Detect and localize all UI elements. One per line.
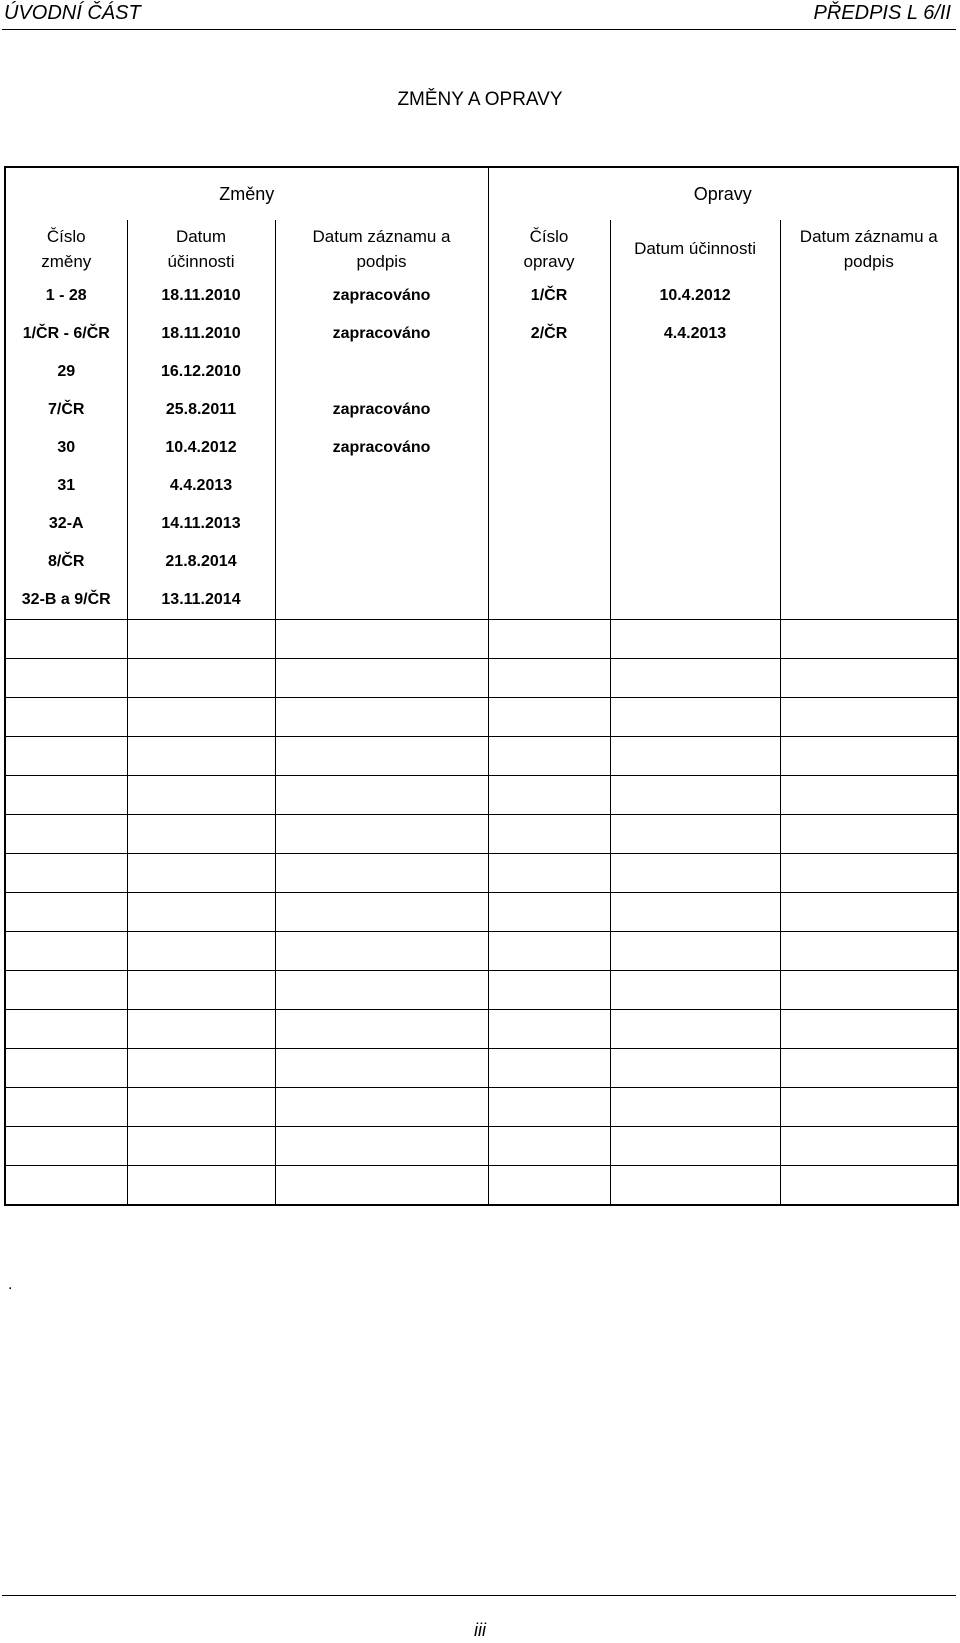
table-cell: 25.8.2011 <box>127 391 275 429</box>
column-header-change-record-date: Datum záznamu a podpis <box>275 220 488 277</box>
empty-table-cell <box>5 893 127 932</box>
table-cell: zapracováno <box>275 429 488 467</box>
table-cell: 2/ČR <box>488 315 610 353</box>
empty-table-cell <box>610 932 780 971</box>
table-cell <box>275 543 488 581</box>
empty-table-cell <box>275 971 488 1010</box>
table-cell <box>488 581 610 620</box>
table-cell <box>275 353 488 391</box>
table-cell: 4.4.2013 <box>610 315 780 353</box>
empty-table-cell <box>5 971 127 1010</box>
empty-table-row <box>5 854 958 893</box>
table-cell <box>780 277 958 315</box>
empty-table-cell <box>275 776 488 815</box>
table-cell <box>488 429 610 467</box>
table-cell: 14.11.2013 <box>127 505 275 543</box>
empty-table-cell <box>488 1166 610 1206</box>
page-number: iii <box>474 1620 486 1640</box>
empty-table-cell <box>488 698 610 737</box>
empty-table-row <box>5 893 958 932</box>
table-cell: 4.4.2013 <box>127 467 275 505</box>
empty-table-cell <box>488 932 610 971</box>
table-cell: zapracováno <box>275 315 488 353</box>
table-cell: 21.8.2014 <box>127 543 275 581</box>
empty-table-cell <box>780 698 958 737</box>
empty-table-cell <box>780 971 958 1010</box>
empty-table-cell <box>127 659 275 698</box>
empty-table-cell <box>488 659 610 698</box>
empty-table-row <box>5 1166 958 1206</box>
empty-table-cell <box>488 1088 610 1127</box>
empty-table-cell <box>275 815 488 854</box>
empty-table-cell <box>127 932 275 971</box>
column-header-correction-number: Číslo opravy <box>488 220 610 277</box>
empty-table-cell <box>127 1049 275 1088</box>
empty-table-cell <box>780 1010 958 1049</box>
empty-table-cell <box>610 1088 780 1127</box>
table-cell <box>488 505 610 543</box>
empty-table-cell <box>610 776 780 815</box>
empty-table-cell <box>780 1049 958 1088</box>
table-cell <box>780 353 958 391</box>
empty-table-cell <box>610 854 780 893</box>
table-cell: 32-B a 9/ČR <box>5 581 127 620</box>
empty-table-cell <box>5 737 127 776</box>
empty-table-cell <box>5 620 127 659</box>
empty-table-cell <box>275 1049 488 1088</box>
table-cell: 13.11.2014 <box>127 581 275 620</box>
group-header-changes: Změny <box>5 167 488 220</box>
empty-table-cell <box>275 620 488 659</box>
table-cell: 32-A <box>5 505 127 543</box>
table-row <box>5 581 958 620</box>
empty-table-cell <box>127 698 275 737</box>
column-header-correction-effective-date: Datum účinnosti <box>610 220 780 277</box>
table-cell: 29 <box>5 353 127 391</box>
table-cell: 18.11.2010 <box>127 315 275 353</box>
empty-table-cell <box>610 659 780 698</box>
table-cell: 7/ČR <box>5 391 127 429</box>
table-cell <box>780 315 958 353</box>
empty-table-cell <box>488 893 610 932</box>
table-cell: 1/ČR - 6/ČR <box>5 315 127 353</box>
empty-table-row <box>5 1088 958 1127</box>
table-cell: 8/ČR <box>5 543 127 581</box>
empty-table-cell <box>610 698 780 737</box>
empty-table-row <box>5 1010 958 1049</box>
empty-table-row <box>5 815 958 854</box>
empty-table-cell <box>275 1088 488 1127</box>
table-cell <box>275 505 488 543</box>
empty-table-cell <box>488 1127 610 1166</box>
column-header-change-effective-date: Datum účinnosti <box>127 220 275 277</box>
table-cell: 10.4.2012 <box>127 429 275 467</box>
table-cell <box>488 467 610 505</box>
table-cell <box>275 581 488 620</box>
empty-table-cell <box>610 893 780 932</box>
empty-table-row <box>5 659 958 698</box>
table-cell <box>610 467 780 505</box>
table-cell: 31 <box>5 467 127 505</box>
empty-table-cell <box>127 854 275 893</box>
empty-table-cell <box>127 971 275 1010</box>
empty-table-row <box>5 737 958 776</box>
table-row <box>5 391 958 429</box>
table-row <box>5 277 958 315</box>
empty-table-cell <box>488 1049 610 1088</box>
table-row <box>5 543 958 581</box>
table-cell <box>780 429 958 467</box>
table-row <box>5 505 958 543</box>
header-section-title: ÚVODNÍ ČÁST <box>4 2 141 24</box>
table-cell <box>488 391 610 429</box>
empty-table-cell <box>780 1127 958 1166</box>
changes-corrections-table <box>4 166 959 1206</box>
table-row <box>5 353 958 391</box>
empty-table-cell <box>275 1127 488 1166</box>
column-header-correction-record-date: Datum záznamu a podpis <box>780 220 958 277</box>
empty-table-cell <box>127 776 275 815</box>
empty-table-cell <box>780 1166 958 1206</box>
table-cell <box>488 543 610 581</box>
empty-table-cell <box>610 1049 780 1088</box>
empty-table-cell <box>780 893 958 932</box>
empty-table-cell <box>127 815 275 854</box>
empty-table-cell <box>610 815 780 854</box>
table-body <box>5 277 958 1205</box>
empty-table-cell <box>780 854 958 893</box>
table-cell: 1 - 28 <box>5 277 127 315</box>
table-cell <box>275 467 488 505</box>
empty-table-row <box>5 932 958 971</box>
empty-table-cell <box>5 1049 127 1088</box>
group-header-corrections: Opravy <box>488 167 958 220</box>
empty-table-cell <box>275 1010 488 1049</box>
empty-table-row <box>5 971 958 1010</box>
table-row <box>5 467 958 505</box>
empty-table-cell <box>780 776 958 815</box>
empty-table-cell <box>610 620 780 659</box>
empty-table-cell <box>610 737 780 776</box>
empty-table-cell <box>610 1010 780 1049</box>
empty-table-cell <box>780 737 958 776</box>
empty-table-cell <box>780 1088 958 1127</box>
empty-table-row <box>5 620 958 659</box>
table-cell: zapracováno <box>275 277 488 315</box>
empty-table-cell <box>5 1010 127 1049</box>
empty-table-cell <box>610 971 780 1010</box>
empty-table-cell <box>5 854 127 893</box>
empty-table-row <box>5 1049 958 1088</box>
header-divider <box>2 29 956 30</box>
empty-table-cell <box>127 1127 275 1166</box>
empty-table-cell <box>488 854 610 893</box>
trailing-mark: . <box>8 1276 13 1293</box>
empty-table-cell <box>275 1166 488 1206</box>
empty-table-cell <box>127 737 275 776</box>
empty-table-cell <box>780 932 958 971</box>
table-cell <box>610 391 780 429</box>
table-cell <box>610 543 780 581</box>
table-group-header-row <box>5 167 958 220</box>
empty-table-cell <box>488 620 610 659</box>
table-cell: zapracováno <box>275 391 488 429</box>
empty-table-cell <box>127 1088 275 1127</box>
table-cell <box>610 505 780 543</box>
empty-table-cell <box>780 815 958 854</box>
empty-table-cell <box>5 776 127 815</box>
table-cell <box>780 391 958 429</box>
empty-table-cell <box>610 1127 780 1166</box>
table-cell <box>610 353 780 391</box>
table-row <box>5 429 958 467</box>
table-cell: 1/ČR <box>488 277 610 315</box>
table-cell <box>488 353 610 391</box>
empty-table-cell <box>780 620 958 659</box>
empty-table-cell <box>275 659 488 698</box>
empty-table-cell <box>610 1166 780 1206</box>
empty-table-cell <box>780 659 958 698</box>
header-document-id: PŘEDPIS L 6/II <box>813 2 951 24</box>
page-title: ZMĚNY A OPRAVY <box>397 89 563 110</box>
empty-table-cell <box>275 698 488 737</box>
table-cell: 18.11.2010 <box>127 277 275 315</box>
empty-table-cell <box>5 932 127 971</box>
empty-table-cell <box>275 737 488 776</box>
empty-table-cell <box>275 932 488 971</box>
table-column-header-row <box>5 220 958 277</box>
empty-table-cell <box>275 893 488 932</box>
table-cell <box>610 429 780 467</box>
empty-table-cell <box>5 698 127 737</box>
empty-table-cell <box>275 854 488 893</box>
empty-table-cell <box>5 1166 127 1206</box>
empty-table-cell <box>127 620 275 659</box>
empty-table-cell <box>488 776 610 815</box>
empty-table-cell <box>5 1088 127 1127</box>
empty-table-cell <box>488 815 610 854</box>
table-row <box>5 315 958 353</box>
empty-table-cell <box>5 815 127 854</box>
table-cell: 16.12.2010 <box>127 353 275 391</box>
column-header-change-number: Číslo změny <box>5 220 127 277</box>
empty-table-cell <box>127 1166 275 1206</box>
table-cell <box>780 505 958 543</box>
empty-table-cell <box>5 1127 127 1166</box>
table-cell: 10.4.2012 <box>610 277 780 315</box>
empty-table-row <box>5 1127 958 1166</box>
empty-table-cell <box>5 659 127 698</box>
empty-table-row <box>5 776 958 815</box>
empty-table-cell <box>488 971 610 1010</box>
empty-table-cell <box>488 1010 610 1049</box>
empty-table-cell <box>127 1010 275 1049</box>
table-cell <box>610 581 780 620</box>
empty-table-cell <box>127 893 275 932</box>
table-cell <box>780 543 958 581</box>
table-cell: 30 <box>5 429 127 467</box>
empty-table-cell <box>488 737 610 776</box>
table-cell <box>780 581 958 620</box>
table-cell <box>780 467 958 505</box>
footer-divider <box>2 1595 956 1596</box>
empty-table-row <box>5 698 958 737</box>
